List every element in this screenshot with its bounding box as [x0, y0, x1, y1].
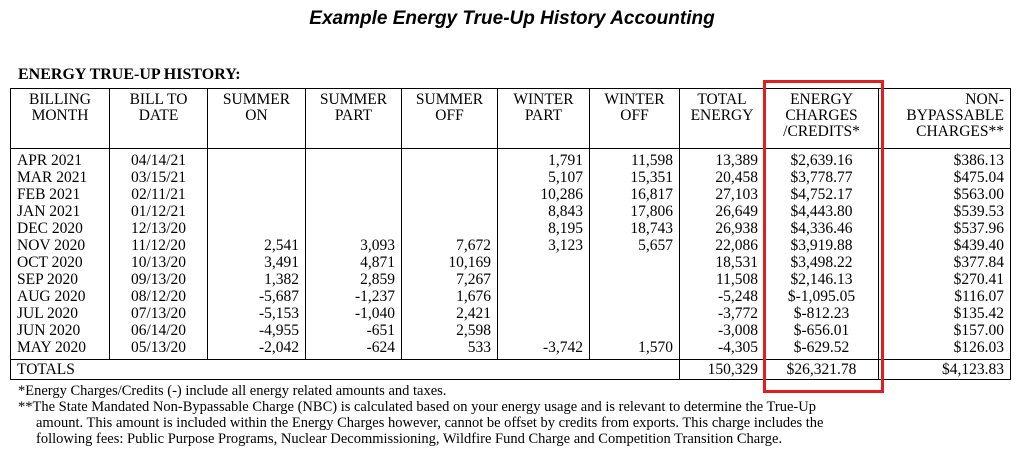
cell-winter-part: 8,843 [498, 203, 590, 220]
cell-winter-off: 18,743 [590, 220, 680, 237]
header-winter-off: WINTER OFF [590, 89, 680, 149]
cell-summer-on [208, 220, 306, 237]
cell-non-bypassable: $116.07 [879, 288, 1011, 305]
cell-summer-part [306, 203, 402, 220]
cell-energy-charges: $-629.52 [765, 339, 879, 360]
table-row [11, 288, 1011, 305]
table-row [11, 271, 1011, 288]
cell-summer-part: -1,237 [306, 288, 402, 305]
cell-winter-part: 10,286 [498, 186, 590, 203]
cell-bill-to-date: 01/12/21 [110, 203, 208, 220]
cell-summer-off: 1,676 [402, 288, 498, 305]
cell-summer-part: 3,093 [306, 237, 402, 254]
header-summer-off: SUMMER OFF [402, 89, 498, 149]
cell-energy-charges: $4,443.80 [765, 203, 879, 220]
cell-non-bypassable: $377.84 [879, 254, 1011, 271]
cell-billing-month: AUG 2020 [11, 288, 110, 305]
cell-total-energy: -3,772 [680, 305, 765, 322]
cell-energy-charges: $4,336.46 [765, 220, 879, 237]
cell-summer-off: 10,169 [402, 254, 498, 271]
cell-energy-charges: $2,639.16 [765, 149, 879, 170]
cell-billing-month: DEC 2020 [11, 220, 110, 237]
page-title: Example Energy True-Up History Accounting [309, 8, 715, 29]
cell-total-energy: 13,389 [680, 149, 765, 170]
cell-winter-off [590, 322, 680, 339]
cell-billing-month: JUL 2020 [11, 305, 110, 322]
header-energy-charges: ENERGY CHARGES /CREDITS* [765, 89, 879, 149]
cell-energy-charges: $-656.01 [765, 322, 879, 339]
cell-total-energy: 18,531 [680, 254, 765, 271]
cell-bill-to-date: 09/13/20 [110, 271, 208, 288]
cell-energy-charges: $4,752.17 [765, 186, 879, 203]
table-header-row [11, 89, 1011, 149]
cell-summer-part [306, 220, 402, 237]
true-up-history-table [10, 88, 1011, 380]
cell-bill-to-date: 12/13/20 [110, 220, 208, 237]
footnote-energy-charges: *Energy Charges/Credits (-) include all energy related amounts and taxes. [18, 383, 447, 399]
cell-energy-charges: $3,919.88 [765, 237, 879, 254]
cell-total-energy: 11,508 [680, 271, 765, 288]
cell-energy-charges: $-1,095.05 [765, 288, 879, 305]
header-bill-to-date: BILL TO DATE [110, 89, 208, 149]
cell-billing-month: JUN 2020 [11, 322, 110, 339]
table-row [11, 186, 1011, 203]
cell-summer-on: -5,687 [208, 288, 306, 305]
cell-winter-part [498, 271, 590, 288]
header-summer-part: SUMMER PART [306, 89, 402, 149]
cell-winter-off [590, 288, 680, 305]
header-billing-month: BILLING MONTH [11, 89, 110, 149]
header-total-energy: TOTAL ENERGY [680, 89, 765, 149]
footnote-nbc-line-1: **The State Mandated Non-Bypassable Charge (NBC) is calculated based on your energy usage and is relevant to determine the True-Up [18, 399, 816, 415]
table-row [11, 254, 1011, 271]
cell-bill-to-date: 11/12/20 [110, 237, 208, 254]
cell-winter-part: 3,123 [498, 237, 590, 254]
cell-total-energy: 26,938 [680, 220, 765, 237]
cell-non-bypassable: $537.96 [879, 220, 1011, 237]
cell-winter-part [498, 254, 590, 271]
cell-summer-part [306, 186, 402, 203]
cell-winter-part: 1,791 [498, 149, 590, 170]
cell-billing-month: NOV 2020 [11, 237, 110, 254]
cell-energy-charges: $3,498.22 [765, 254, 879, 271]
cell-winter-off: 11,598 [590, 149, 680, 170]
cell-bill-to-date: 03/15/21 [110, 169, 208, 186]
table-row [11, 203, 1011, 220]
cell-winter-part [498, 288, 590, 305]
cell-summer-off [402, 149, 498, 170]
cell-winter-off: 15,351 [590, 169, 680, 186]
cell-energy-charges: $2,146.13 [765, 271, 879, 288]
cell-summer-part: 4,871 [306, 254, 402, 271]
cell-bill-to-date: 02/11/21 [110, 186, 208, 203]
totals-row [11, 360, 1011, 380]
cell-summer-part: -651 [306, 322, 402, 339]
cell-bill-to-date: 05/13/20 [110, 339, 208, 360]
cell-winter-part [498, 305, 590, 322]
cell-winter-off: 17,806 [590, 203, 680, 220]
table-body [11, 149, 1011, 360]
cell-billing-month: SEP 2020 [11, 271, 110, 288]
cell-summer-off: 7,267 [402, 271, 498, 288]
cell-summer-off [402, 203, 498, 220]
cell-summer-on [208, 203, 306, 220]
cell-non-bypassable: $475.04 [879, 169, 1011, 186]
table-row [11, 305, 1011, 322]
cell-billing-month: JAN 2021 [11, 203, 110, 220]
cell-summer-on: -5,153 [208, 305, 306, 322]
cell-summer-off [402, 169, 498, 186]
cell-energy-charges: $-812.23 [765, 305, 879, 322]
table-row [11, 339, 1011, 360]
cell-non-bypassable: $135.42 [879, 305, 1011, 322]
cell-bill-to-date: 07/13/20 [110, 305, 208, 322]
cell-summer-part: -1,040 [306, 305, 402, 322]
cell-winter-off: 16,817 [590, 186, 680, 203]
header-summer-on: SUMMER ON [208, 89, 306, 149]
cell-non-bypassable: $386.13 [879, 149, 1011, 170]
cell-total-energy: 26,649 [680, 203, 765, 220]
cell-summer-off: 533 [402, 339, 498, 360]
cell-winter-off: 5,657 [590, 237, 680, 254]
cell-summer-on: 2,541 [208, 237, 306, 254]
cell-summer-off [402, 220, 498, 237]
table-row [11, 322, 1011, 339]
cell-billing-month: OCT 2020 [11, 254, 110, 271]
header-non-bypassable-charges: NON- BYPASSABLE CHARGES** [879, 89, 1011, 149]
cell-summer-on: -2,042 [208, 339, 306, 360]
cell-winter-off [590, 271, 680, 288]
cell-bill-to-date: 04/14/21 [110, 149, 208, 170]
cell-total-energy: 27,103 [680, 186, 765, 203]
header-winter-part: WINTER PART [498, 89, 590, 149]
cell-summer-off [402, 186, 498, 203]
totals-energy: 150,329 [680, 360, 765, 380]
cell-summer-off: 7,672 [402, 237, 498, 254]
table-row [11, 237, 1011, 254]
cell-total-energy: -4,305 [680, 339, 765, 360]
cell-billing-month: MAY 2020 [11, 339, 110, 360]
cell-winter-part: 5,107 [498, 169, 590, 186]
footnotes [18, 383, 1014, 447]
cell-winter-off: 1,570 [590, 339, 680, 360]
totals-label: TOTALS [11, 360, 680, 380]
cell-summer-on: 1,382 [208, 271, 306, 288]
cell-bill-to-date: 10/13/20 [110, 254, 208, 271]
cell-billing-month: APR 2021 [11, 149, 110, 170]
cell-non-bypassable: $563.00 [879, 186, 1011, 203]
cell-summer-part: 2,859 [306, 271, 402, 288]
cell-billing-month: MAR 2021 [11, 169, 110, 186]
cell-bill-to-date: 06/14/20 [110, 322, 208, 339]
cell-billing-month: FEB 2021 [11, 186, 110, 203]
footnote-nbc-line-2: amount. This amount is included within the Energy Charges however, cannot be offset by credits from exports. This charge includes the [36, 415, 824, 431]
table-row [11, 220, 1011, 237]
cell-non-bypassable: $157.00 [879, 322, 1011, 339]
cell-non-bypassable: $439.40 [879, 237, 1011, 254]
footnote-nbc-line-3: following fees: Public Purpose Programs, Nuclear Decommissioning, Wildfire Fund Charge and Competition Transition Charge. [36, 431, 783, 447]
cell-total-energy: 22,086 [680, 237, 765, 254]
cell-winter-off [590, 254, 680, 271]
cell-non-bypassable: $539.53 [879, 203, 1011, 220]
cell-energy-charges: $3,778.77 [765, 169, 879, 186]
cell-summer-part [306, 149, 402, 170]
cell-total-energy: 20,458 [680, 169, 765, 186]
cell-winter-part [498, 322, 590, 339]
cell-winter-off [590, 305, 680, 322]
cell-winter-part: -3,742 [498, 339, 590, 360]
cell-total-energy: -5,248 [680, 288, 765, 305]
cell-bill-to-date: 08/12/20 [110, 288, 208, 305]
totals-charges: $26,321.78 [765, 360, 879, 380]
cell-summer-off: 2,421 [402, 305, 498, 322]
cell-summer-on [208, 149, 306, 170]
table-row [11, 149, 1011, 170]
cell-summer-on: -4,955 [208, 322, 306, 339]
cell-summer-part [306, 169, 402, 186]
cell-total-energy: -3,008 [680, 322, 765, 339]
cell-summer-off: 2,598 [402, 322, 498, 339]
cell-summer-on [208, 169, 306, 186]
section-title: ENERGY TRUE-UP HISTORY: [18, 66, 241, 83]
cell-summer-part: -624 [306, 339, 402, 360]
cell-non-bypassable: $126.03 [879, 339, 1011, 360]
table-row [11, 169, 1011, 186]
cell-summer-on [208, 186, 306, 203]
cell-winter-part: 8,195 [498, 220, 590, 237]
totals-nbc: $4,123.83 [879, 360, 1011, 380]
cell-non-bypassable: $270.41 [879, 271, 1011, 288]
cell-summer-on: 3,491 [208, 254, 306, 271]
